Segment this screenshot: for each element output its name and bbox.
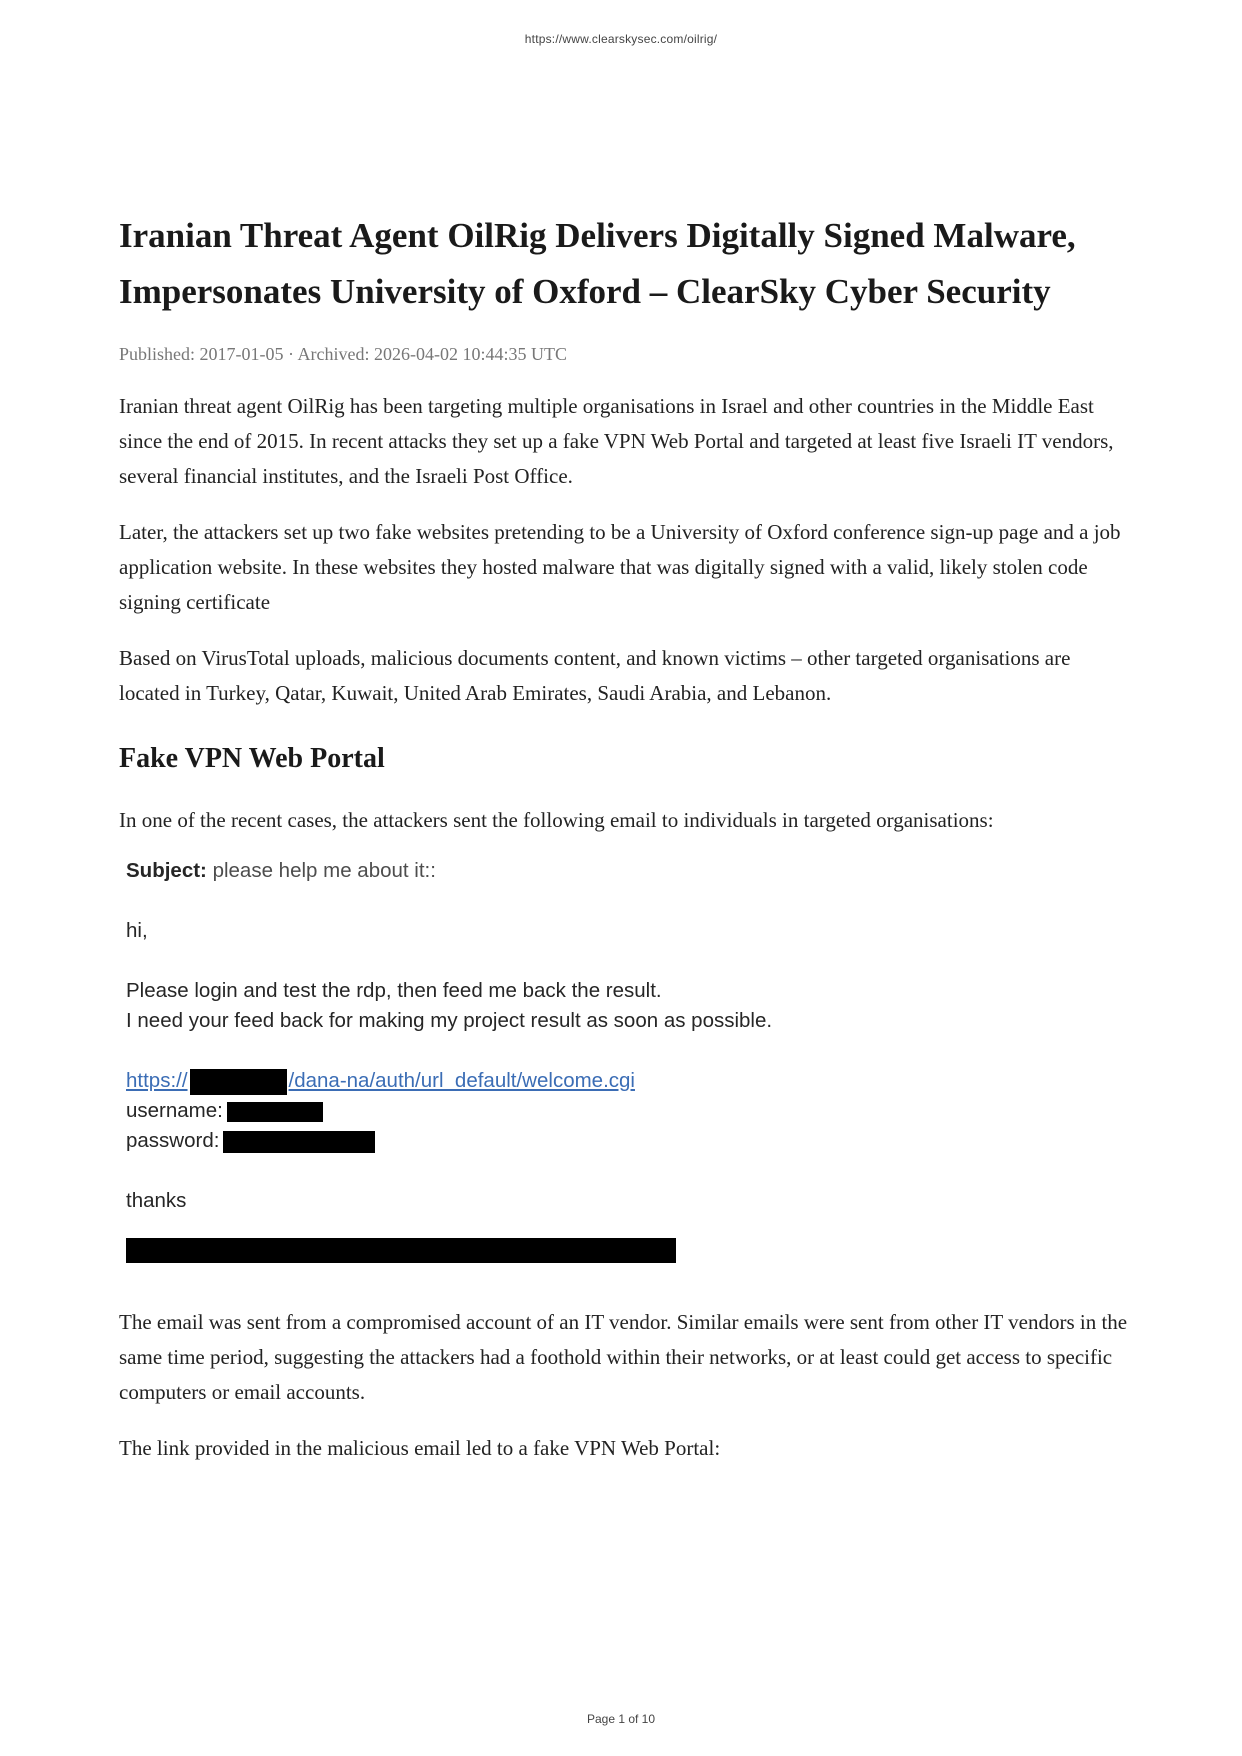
email-password-line xyxy=(126,1126,806,1156)
page-number: Page 1 of 10 xyxy=(586,1712,656,1726)
paragraph-targets: Based on VirusTotal uploads, malicious documents content, and known victims – other targeted organisations are located in Turkey, Qatar, Kuwait, United Arab Emirates, Saudi Arabia, and Lebanon. xyxy=(119,646,1071,705)
email-password-label: password: xyxy=(126,1129,220,1152)
paragraph-intro: Iranian threat agent OilRig has been targeting multiple organisations in Israel and other countries in the Middle East since the end of 2015. In recent attacks they set up a fake VPN Web Portal and targeted at least five Israeli IT vendors, several financial institutes, and the Israeli Post Office. xyxy=(119,394,1114,488)
email-closing: thanks xyxy=(126,1189,187,1212)
email-body-line-1: Please login and test the rdp, then feed me back the result. xyxy=(126,979,662,1002)
paragraph-oxford: Later, the attackers set up two fake websites pretending to be a University of Oxford conference sign-up page and a job application website. In these websites they hosted malware that was digitally signed with a valid, likely stolen code signing certificate xyxy=(119,520,1121,614)
paragraph-link-portal: The link provided in the malicious email led to a fake VPN Web Portal: xyxy=(119,1436,721,1460)
redacted-signature xyxy=(126,1238,676,1263)
publish-meta: Published: 2017-01-05 · Archived: 2026-04-02 10:44:35 UTC xyxy=(119,344,567,364)
email-username-line xyxy=(126,1096,806,1126)
redacted-hostname xyxy=(190,1069,287,1095)
phishing-email-screenshot xyxy=(126,856,806,1263)
section-heading-fake-vpn: Fake VPN Web Portal xyxy=(119,743,385,774)
article xyxy=(119,208,1129,1466)
email-subject-value: please help me about it:: xyxy=(212,859,436,882)
email-link-suffix[interactable]: /dana-na/auth/url_default/welcome.cgi xyxy=(288,1069,635,1092)
email-username-label: username: xyxy=(126,1099,223,1122)
email-link-prefix[interactable]: https:// xyxy=(126,1069,188,1092)
article-title: Iranian Threat Agent OilRig Delivers Digitally Signed Malware, Impersonates University of Oxford – ClearSky Cyber Security xyxy=(119,216,1076,311)
page-url: https://www.clearskysec.com/oilrig/ xyxy=(524,32,718,46)
email-subject-label: Subject: xyxy=(126,859,207,882)
email-link[interactable] xyxy=(126,1066,806,1096)
paragraph-compromised-account: The email was sent from a compromised account of an IT vendor. Similar emails were sent from other IT vendors in the same time period, suggesting the attackers had a foothold within their networks, or at least could get access to specific computers or email accounts. xyxy=(119,1310,1128,1404)
paragraph-email-intro: In one of the recent cases, the attackers sent the following email to individuals in targeted organisations: xyxy=(119,808,994,832)
redacted-username xyxy=(227,1102,323,1122)
redacted-password xyxy=(223,1131,375,1153)
email-subject-line xyxy=(126,856,806,886)
email-body-line-2: I need your feed back for making my project result as soon as possible. xyxy=(126,1009,773,1032)
email-greeting: hi, xyxy=(126,919,148,942)
